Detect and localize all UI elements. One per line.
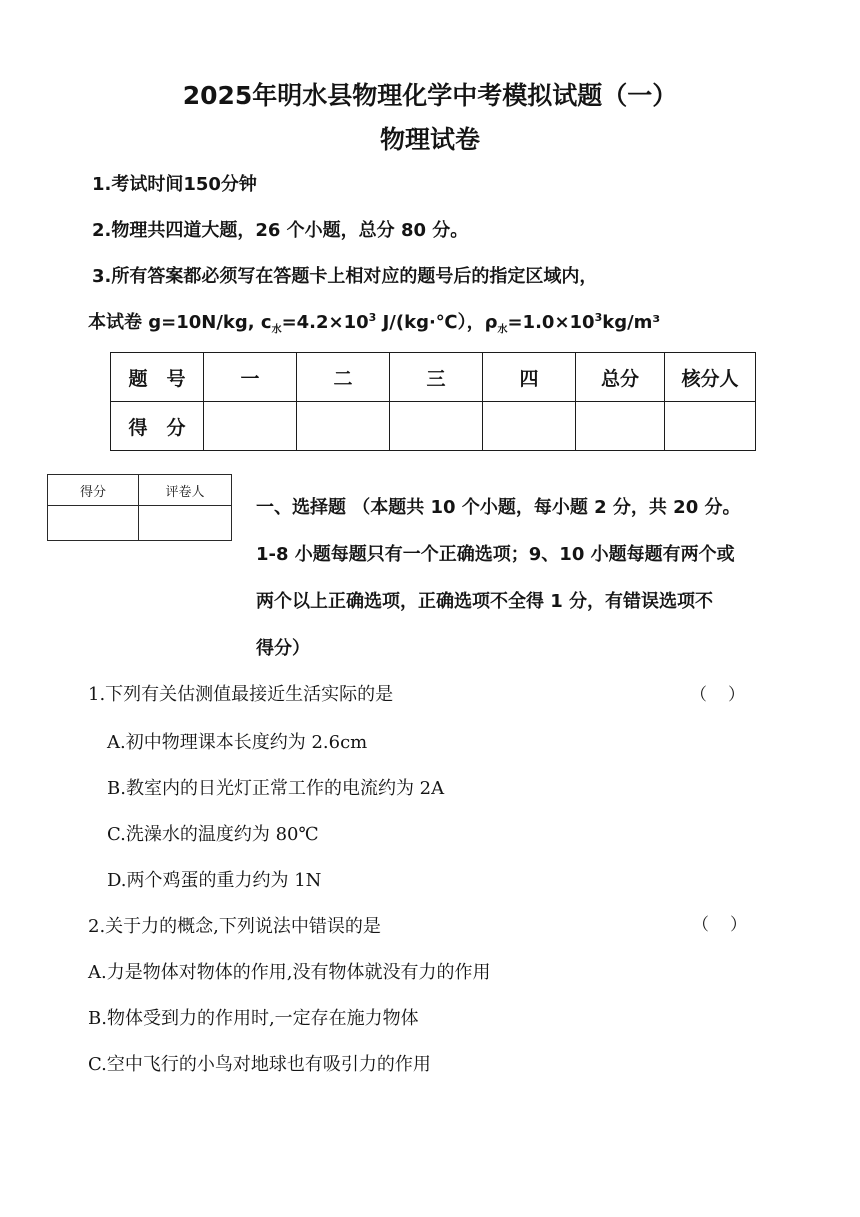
question-2-option-c: C.空中飞行的小鸟对地球也有吸引力的作用 xyxy=(88,1054,431,1075)
grader-name-input[interactable] xyxy=(139,506,232,541)
c-water-exponent: 3 xyxy=(368,311,377,324)
question-1-option-d: D.两个鸡蛋的重力约为 1N xyxy=(107,870,322,891)
cell-question-number-label: 题 号 xyxy=(111,353,204,402)
score-table xyxy=(110,352,756,451)
physical-constants xyxy=(88,308,660,336)
section-1-line-1: 一、选择题 （本题共 10 个小题，每小题 2 分，共 20 分。 xyxy=(256,497,741,518)
rho-water-value: =1.0×10 xyxy=(507,312,595,333)
instruction-1: 1.考试时间150分钟 xyxy=(92,174,257,195)
rho-water-unit: kg/m³ xyxy=(602,312,661,333)
score-input-part-2[interactable] xyxy=(297,402,390,451)
score-table-header-row xyxy=(111,353,756,402)
question-2-option-a: A.力是物体对物体的作用,没有物体就没有力的作用 xyxy=(88,962,491,983)
score-input-part-4[interactable] xyxy=(483,402,576,451)
rho-water-subscript: 水 xyxy=(497,324,508,336)
cell-checker: 核分人 xyxy=(665,353,756,402)
cell-part-3: 三 xyxy=(390,353,483,402)
exam-title: 2025年明水县物理化学中考模拟试题（一） xyxy=(182,81,678,110)
score-input-total[interactable] xyxy=(576,402,665,451)
section-1-line-3: 两个以上正确选项，正确选项不全得 1 分，有错误选项不 xyxy=(256,591,714,612)
question-1-option-c: C.洗澡水的温度约为 80℃ xyxy=(107,824,319,845)
question-2-option-b: B.物体受到力的作用时,一定存在施力物体 xyxy=(88,1008,419,1029)
cell-total-score: 总分 xyxy=(576,353,665,402)
exam-subtitle: 物理试卷 xyxy=(379,125,480,154)
cell-part-2: 二 xyxy=(297,353,390,402)
c-water-subscript: 水 xyxy=(271,324,282,336)
score-input-checker[interactable] xyxy=(665,402,756,451)
grader-name-label: 评卷人 xyxy=(139,475,232,506)
c-water-unit: J/(kg·℃），ρ xyxy=(376,312,498,333)
question-1-option-b: B.教室内的日光灯正常工作的电流约为 2A xyxy=(107,778,445,799)
question-2-answer-bracket[interactable]: （ ） xyxy=(692,915,749,935)
section-1-line-2: 1-8 小题每题只有一个正确选项；9、10 小题每题有两个或 xyxy=(256,544,735,565)
cell-part-4: 四 xyxy=(483,353,576,402)
constants-prefix: 本试卷 g=10N/kg, c xyxy=(88,312,272,333)
c-water-value: =4.2×10 xyxy=(281,312,369,333)
score-input-part-1[interactable] xyxy=(204,402,297,451)
question-1-stem: 1.下列有关估测值最接近生活实际的是 xyxy=(88,684,394,705)
grader-score-label: 得分 xyxy=(48,475,139,506)
grader-score-input[interactable] xyxy=(48,506,139,541)
score-table-score-row xyxy=(111,402,756,451)
question-1-option-a: A.初中物理课本长度约为 2.6cm xyxy=(107,732,368,753)
instruction-3: 3.所有答案都必须写在答题卡上相对应的题号后的指定区域内， xyxy=(92,266,598,287)
question-1-answer-bracket[interactable]: （ ） xyxy=(690,685,747,705)
section-grader-table xyxy=(47,474,232,541)
cell-score-label: 得 分 xyxy=(111,402,204,451)
section-1-line-4: 得分） xyxy=(256,638,310,659)
score-input-part-3[interactable] xyxy=(390,402,483,451)
question-2-stem: 2.关于力的概念,下列说法中错误的是 xyxy=(88,916,381,937)
cell-part-1: 一 xyxy=(204,353,297,402)
section-1-heading xyxy=(256,484,741,672)
rho-water-exponent: 3 xyxy=(594,311,603,324)
instruction-2: 2.物理共四道大题，26 个小题，总分 80 分。 xyxy=(92,220,469,241)
